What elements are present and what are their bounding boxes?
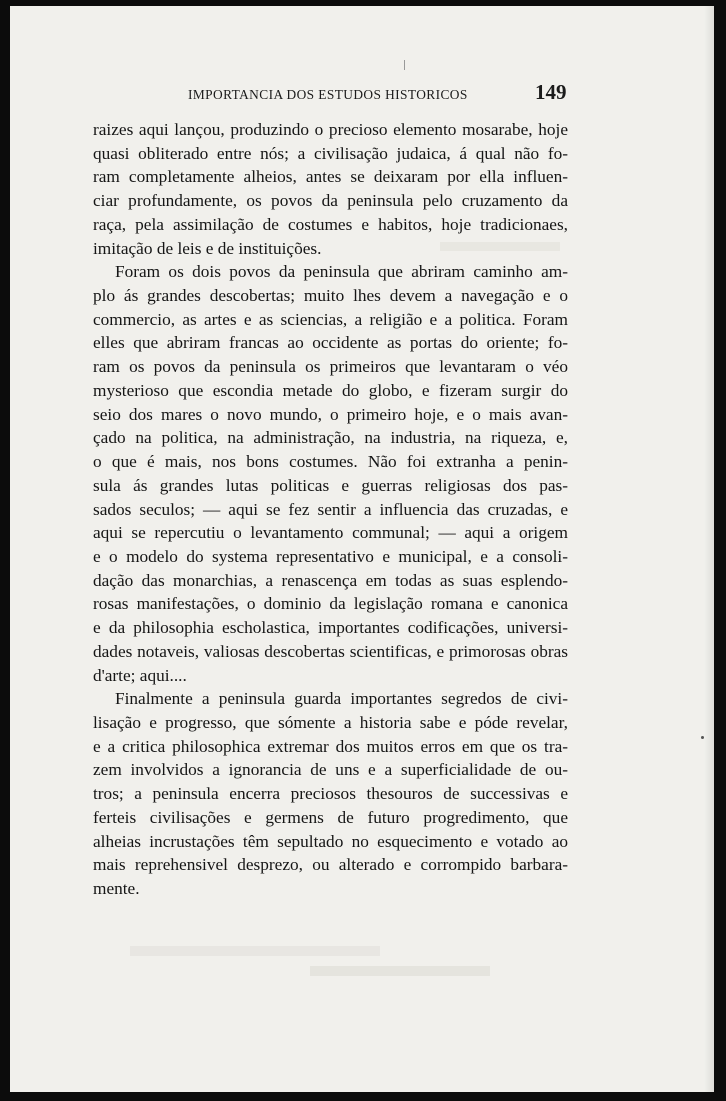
text-line: e o modelo do systema representativo e municipal, e a consoli- xyxy=(93,546,568,566)
text-line: Finalmente a peninsula guarda importantes segredos de civi- xyxy=(115,689,568,709)
page-header xyxy=(10,79,714,109)
running-title: IMPORTANCIA DOS ESTUDOS HISTORICOS xyxy=(188,87,468,102)
paragraph xyxy=(93,687,568,900)
text-line: mente. xyxy=(93,879,140,898)
text-line: sados seculos; — aqui se fez sentir a influencia das cruzadas, e xyxy=(93,499,568,519)
text-line: zem involvidos a ignorancia de uns e a superficialidade de ou- xyxy=(93,760,568,780)
text-line: alheias incrustações têm sepultado no esquecimento e votado ao xyxy=(93,831,568,851)
paragraph xyxy=(93,260,568,687)
text-line: mysterioso que escondia metade do globo, e fizeram surgir do xyxy=(93,380,568,400)
text-line: seio dos mares o novo mundo, o primeiro hoje, e o mais avan- xyxy=(93,404,568,424)
ink-speck xyxy=(701,736,704,739)
text-line: o que é mais, nos bons costumes. Não foi extranha a penin- xyxy=(93,452,568,472)
text-line: sula ás grandes lutas politicas e guerras religiosas dos pas- xyxy=(93,475,568,495)
text-line: lisação e progresso, que sómente a historia sabe e póde revelar, xyxy=(93,712,568,732)
page-edge-shadow xyxy=(704,6,714,1092)
text-line: ciar profundamente, os povos da peninsula pelo cruzamento da xyxy=(93,191,568,211)
text-line: ram os povos da peninsula os primeiros que levantaram o véo xyxy=(93,357,568,377)
text-line: çado na politica, na administração, na industria, na riqueza, e, xyxy=(93,428,568,448)
text-line: mais reprehensivel desprezo, ou alterado e corrompido barbara- xyxy=(93,855,568,875)
text-line: tros; a peninsula encerra preciosos thesouros de successivas e xyxy=(93,784,568,804)
text-line: quasi obliterado entre nós; a civilisação judaica, á qual não fo- xyxy=(93,143,568,163)
paragraph xyxy=(93,118,568,260)
text-line: d'arte; aqui.... xyxy=(93,665,187,685)
show-through-mark xyxy=(130,946,380,956)
text-line: raizes aqui lançou, produzindo o precioso elemento mosarabe, hoje xyxy=(93,120,568,139)
text-line: rosas manifestações, o dominio da legislação romana e canonica xyxy=(93,594,568,614)
text-line: aqui se repercutiu o levantamento communal; — aqui a origem xyxy=(93,523,568,543)
text-line: dação das monarchias, a renascença em todas as suas esplendo- xyxy=(93,570,568,590)
text-line: imitação de leis e de instituições. xyxy=(93,238,322,258)
text-line: e da philosophia escholastica, importantes codificações, universi- xyxy=(93,618,568,638)
text-line: e a critica philosophica extremar dos muitos erros em que os tra- xyxy=(93,736,568,756)
text-line: ferteis civilisações e germens de futuro progredimento, que xyxy=(93,807,568,827)
body-text xyxy=(93,118,568,901)
text-line: raça, pela assimilação de costumes e habitos, hoje tradicionaes, xyxy=(93,214,568,234)
ink-speck xyxy=(404,60,405,70)
text-line: commercio, as artes e as sciencias, a religião e a politica. Foram xyxy=(93,309,568,329)
text-line: ram completamente alheios, antes se deixaram por ella influen- xyxy=(93,167,568,187)
text-line: plo ás grandes descobertas; muito lhes devem a navegação e o xyxy=(93,286,568,306)
book-page xyxy=(10,6,714,1092)
show-through-mark xyxy=(310,966,490,976)
text-line: Foram os dois povos da peninsula que abriram caminho am- xyxy=(115,262,568,282)
page-number: 149 xyxy=(535,80,567,104)
text-line: elles que abriram francas ao occidente as portas do oriente; fo- xyxy=(93,333,568,353)
text-line: dades notaveis, valiosas descobertas scientificas, e primorosas obras xyxy=(93,641,568,661)
